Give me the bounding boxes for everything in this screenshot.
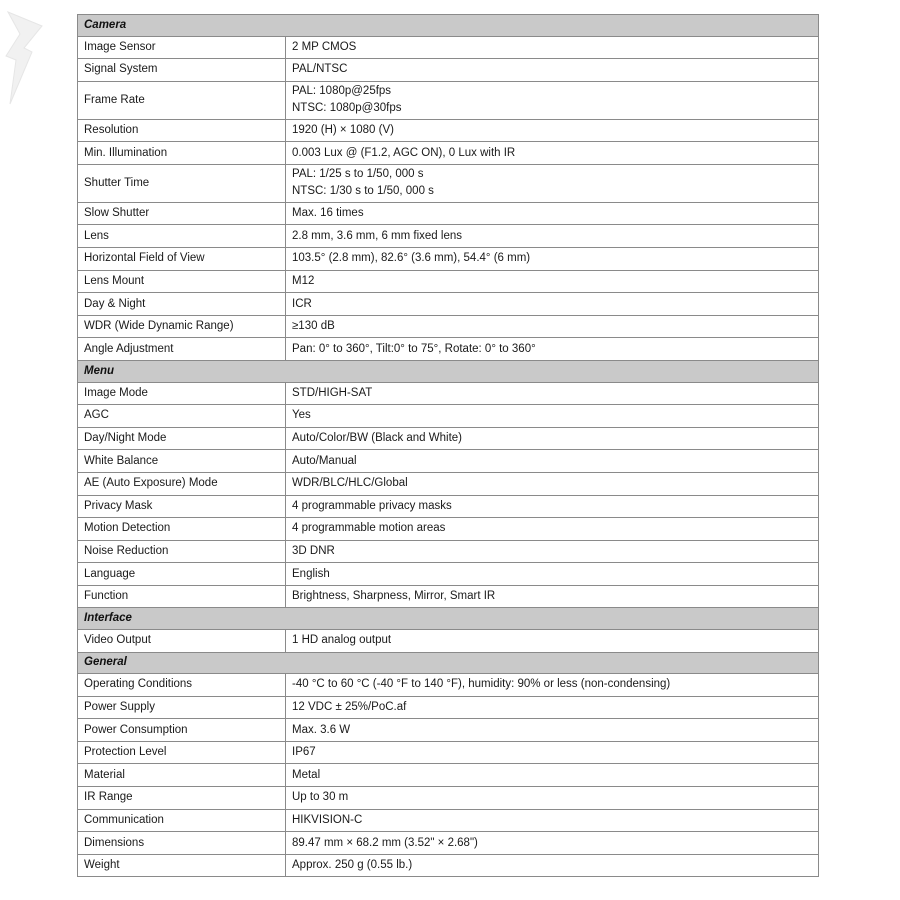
- section-header: [78, 652, 819, 674]
- spec-value-line: Up to 30 m: [292, 791, 349, 804]
- table-row: [78, 225, 819, 248]
- spec-value: [286, 164, 819, 202]
- spec-label: Protection Level: [78, 741, 286, 764]
- table-row: [78, 787, 819, 810]
- table-row: [78, 719, 819, 742]
- spec-value-line: 2 MP CMOS: [292, 40, 357, 53]
- spec-table-body: [78, 15, 819, 877]
- spec-value-line: 89.47 mm × 68.2 mm (3.52" × 2.68"): [292, 836, 478, 849]
- spec-value-line: PAL: 1/25 s to 1/50, 000 s: [292, 168, 424, 181]
- spec-label: IR Range: [78, 787, 286, 810]
- spec-value-line: Auto/Manual: [292, 454, 357, 467]
- table-row: [78, 563, 819, 586]
- spec-value-line: STD/HIGH-SAT: [292, 386, 373, 399]
- spec-value-line: 0.003 Lux @ (F1.2, AGC ON), 0 Lux with IR: [292, 146, 516, 159]
- spec-value-line: English: [292, 567, 330, 580]
- spec-value-line: -40 °C to 60 °C (-40 °F to 140 °F), humidity: 90% or less (non-condensing): [292, 678, 671, 691]
- spec-value: [286, 315, 819, 338]
- spec-label: Signal System: [78, 59, 286, 82]
- table-row: [78, 696, 819, 719]
- table-row: [78, 518, 819, 541]
- spec-value-line: M12: [292, 274, 315, 287]
- spec-value: [286, 59, 819, 82]
- spec-value-line: 3D DNR: [292, 544, 335, 557]
- spec-value-line: ICR: [292, 297, 312, 310]
- spec-value: [286, 585, 819, 608]
- table-row: [78, 854, 819, 877]
- spec-value-line: Yes: [292, 409, 311, 422]
- section-header: [78, 15, 819, 37]
- section-title: Camera: [78, 15, 819, 37]
- spec-label: Min. Illumination: [78, 142, 286, 165]
- spec-value: [286, 202, 819, 225]
- spec-value-line: Brightness, Sharpness, Mirror, Smart IR: [292, 590, 496, 603]
- spec-value: [286, 81, 819, 119]
- spec-label: Frame Rate: [78, 81, 286, 119]
- spec-label: Language: [78, 563, 286, 586]
- spec-value: [286, 787, 819, 810]
- spec-label: Motion Detection: [78, 518, 286, 541]
- section-title: Interface: [78, 608, 819, 630]
- spec-value-line: 1920 (H) × 1080 (V): [292, 123, 394, 136]
- table-row: [78, 164, 819, 202]
- table-row: [78, 741, 819, 764]
- spec-value: [286, 809, 819, 832]
- spec-value: [286, 450, 819, 473]
- spec-label: Video Output: [78, 629, 286, 652]
- spec-label: Operating Conditions: [78, 674, 286, 697]
- spec-label: Shutter Time: [78, 164, 286, 202]
- spec-label: Power Supply: [78, 696, 286, 719]
- table-row: [78, 585, 819, 608]
- spec-label: AGC: [78, 405, 286, 428]
- spec-label: Image Sensor: [78, 36, 286, 59]
- spec-value-line: 4 programmable motion areas: [292, 522, 446, 535]
- spec-label: Lens Mount: [78, 270, 286, 293]
- spec-value: [286, 719, 819, 742]
- spec-value: [286, 832, 819, 855]
- table-row: [78, 81, 819, 119]
- spec-table: [77, 14, 819, 877]
- section-title: General: [78, 652, 819, 674]
- section-header: [78, 608, 819, 630]
- spec-value: [286, 764, 819, 787]
- spec-value: [286, 696, 819, 719]
- spec-value: [286, 741, 819, 764]
- spec-label: Resolution: [78, 119, 286, 142]
- spec-label: Noise Reduction: [78, 540, 286, 563]
- spec-value: [286, 495, 819, 518]
- spec-value-line: HIKVISION-C: [292, 813, 363, 826]
- spec-value: [286, 563, 819, 586]
- spec-value-line: 1 HD analog output: [292, 634, 392, 647]
- spec-value-line: PAL: 1080p@25fps: [292, 85, 392, 98]
- spec-value: [286, 540, 819, 563]
- spec-value-line: Max. 3.6 W: [292, 723, 351, 736]
- spec-label: Communication: [78, 809, 286, 832]
- spec-label: Function: [78, 585, 286, 608]
- spec-value-line: IP67: [292, 746, 316, 759]
- spec-value: [286, 518, 819, 541]
- table-row: [78, 293, 819, 316]
- table-row: [78, 202, 819, 225]
- spec-value: [286, 629, 819, 652]
- spec-value-line: Auto/Color/BW (Black and White): [292, 432, 463, 445]
- spec-value-line: Approx. 250 g (0.55 lb.): [292, 859, 413, 872]
- spec-value: [286, 382, 819, 405]
- spec-label: Weight: [78, 854, 286, 877]
- table-row: [78, 809, 819, 832]
- table-row: [78, 36, 819, 59]
- spec-label: Day & Night: [78, 293, 286, 316]
- spec-value-line: NTSC: 1080p@30fps: [292, 102, 402, 115]
- table-row: [78, 764, 819, 787]
- spec-label: Angle Adjustment: [78, 338, 286, 361]
- table-row: [78, 832, 819, 855]
- spec-value-line: Pan: 0° to 360°, Tilt:0° to 75°, Rotate: 0° to 360°: [292, 342, 536, 355]
- section-header: [78, 361, 819, 383]
- spec-value: [286, 472, 819, 495]
- table-row: [78, 142, 819, 165]
- table-row: [78, 427, 819, 450]
- spec-label: Privacy Mask: [78, 495, 286, 518]
- spec-value: [286, 427, 819, 450]
- table-row: [78, 382, 819, 405]
- spec-value-line: 103.5° (2.8 mm), 82.6° (3.6 mm), 54.4° (6 mm): [292, 252, 531, 265]
- spec-label: AE (Auto Exposure) Mode: [78, 472, 286, 495]
- spec-value-line: Metal: [292, 768, 321, 781]
- spec-label: Day/Night Mode: [78, 427, 286, 450]
- table-row: [78, 472, 819, 495]
- table-row: [78, 59, 819, 82]
- table-row: [78, 315, 819, 338]
- table-row: [78, 119, 819, 142]
- table-row: [78, 629, 819, 652]
- table-row: [78, 338, 819, 361]
- spec-value-line: NTSC: 1/30 s to 1/50, 000 s: [292, 185, 434, 198]
- table-row: [78, 450, 819, 473]
- spec-label: Lens: [78, 225, 286, 248]
- table-row: [78, 540, 819, 563]
- spec-value-line: 4 programmable privacy masks: [292, 499, 452, 512]
- spec-label: Power Consumption: [78, 719, 286, 742]
- spec-value-line: 2.8 mm, 3.6 mm, 6 mm fixed lens: [292, 229, 462, 242]
- spec-label: WDR (Wide Dynamic Range): [78, 315, 286, 338]
- spec-label: White Balance: [78, 450, 286, 473]
- table-row: [78, 405, 819, 428]
- table-row: [78, 270, 819, 293]
- table-row: [78, 248, 819, 271]
- spec-value: [286, 119, 819, 142]
- spec-label: Dimensions: [78, 832, 286, 855]
- table-row: [78, 674, 819, 697]
- spec-value: [286, 338, 819, 361]
- spec-value: [286, 293, 819, 316]
- spec-value: [286, 854, 819, 877]
- spec-value-line: PAL/NTSC: [292, 63, 348, 76]
- spec-value: [286, 405, 819, 428]
- spec-value-line: Max. 16 times: [292, 207, 364, 220]
- spec-value: [286, 142, 819, 165]
- spec-value-line: ≥130 dB: [292, 320, 335, 333]
- spec-value: [286, 225, 819, 248]
- table-row: [78, 495, 819, 518]
- spec-value-line: 12 VDC ± 25%/PoC.af: [292, 700, 407, 713]
- spec-label: Horizontal Field of View: [78, 248, 286, 271]
- spec-value: [286, 674, 819, 697]
- spec-label: Image Mode: [78, 382, 286, 405]
- spec-value: [286, 248, 819, 271]
- spec-value-line: WDR/BLC/HLC/Global: [292, 477, 408, 490]
- spec-label: Material: [78, 764, 286, 787]
- spec-label: Slow Shutter: [78, 202, 286, 225]
- section-title: Menu: [78, 361, 819, 383]
- spec-value: [286, 36, 819, 59]
- watermark-logo-icon: [2, 8, 48, 108]
- spec-value: [286, 270, 819, 293]
